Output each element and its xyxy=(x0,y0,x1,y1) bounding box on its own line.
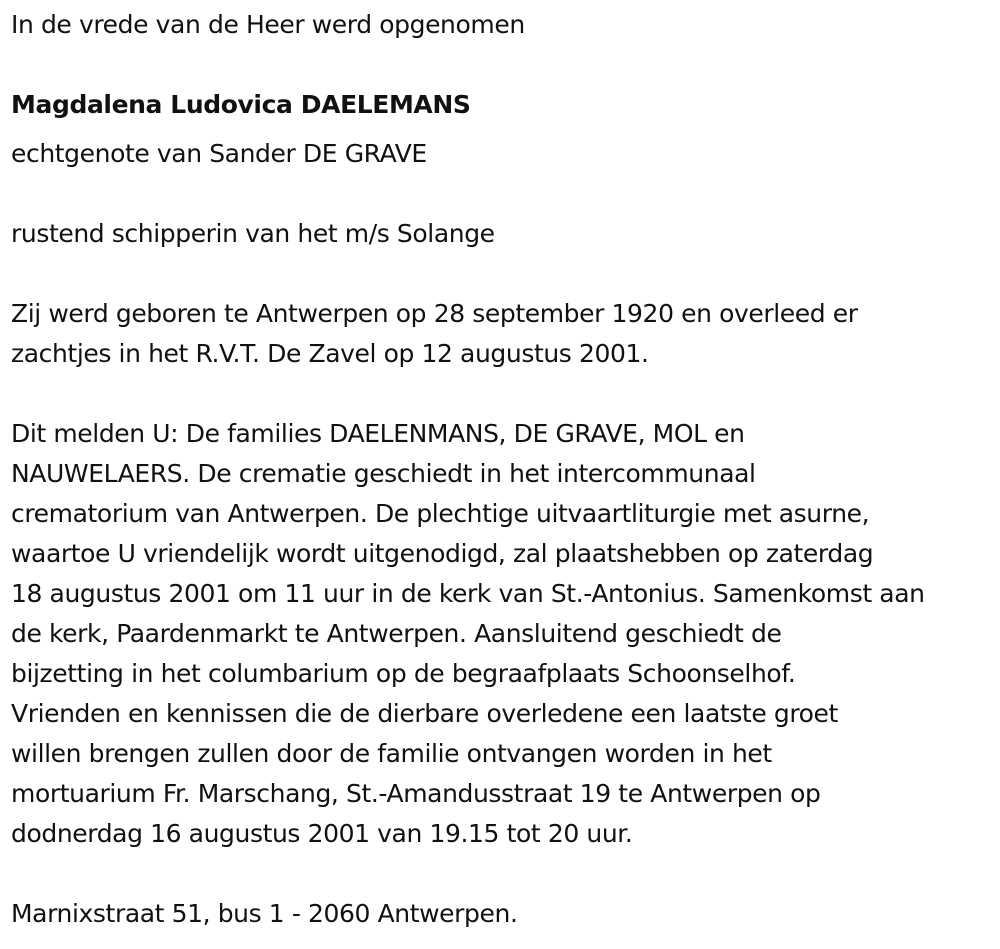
announcement-line: Dit melden U: De families DAELENMANS, DE GRAVE, MOL en xyxy=(11,419,745,448)
announcement-line: waartoe U vriendelijk wordt uitgenodigd, zal plaatshebben op zaterdag xyxy=(11,539,874,568)
spouse-line: echtgenote van Sander DE GRAVE xyxy=(11,139,427,168)
announcement-line: de kerk, Paardenmarkt te Antwerpen. Aansluitend geschiedt de xyxy=(11,619,782,648)
announcement-line: mortuarium Fr. Marschang, St.-Amandusstraat 19 te Antwerpen op xyxy=(11,779,821,808)
birth-death-line: Zij werd geboren te Antwerpen op 28 september 1920 en overleed er xyxy=(11,299,858,328)
announcement-line: bijzetting in het columbarium op de begraafplaats Schoonselhof. xyxy=(11,659,796,688)
announcement-line: NAUWELAERS. De crematie geschiedt in het intercommunaal xyxy=(11,459,756,488)
intro-line: In de vrede van de Heer werd opgenomen xyxy=(11,10,525,39)
announcement-line: 18 augustus 2001 om 11 uur in de kerk van St.-Antonius. Samenkomst aan xyxy=(11,579,925,608)
announcement-line: Vrienden en kennissen die de dierbare overledene een laatste groet xyxy=(11,699,838,728)
address-line: Marnixstraat 51, bus 1 - 2060 Antwerpen. xyxy=(11,899,518,928)
announcement-line: willen brengen zullen door de familie ontvangen worden in het xyxy=(11,739,772,768)
deceased-name: Magdalena Ludovica DAELEMANS xyxy=(11,90,471,119)
birth-death-line: zachtjes in het R.V.T. De Zavel op 12 augustus 2001. xyxy=(11,339,649,368)
announcement-line: crematorium van Antwerpen. De plechtige uitvaartliturgie met asurne, xyxy=(11,499,870,528)
announcement-line: dodnerdag 16 augustus 2001 van 19.15 tot 20 uur. xyxy=(11,819,633,848)
occupation-line: rustend schipperin van het m/s Solange xyxy=(11,219,495,248)
